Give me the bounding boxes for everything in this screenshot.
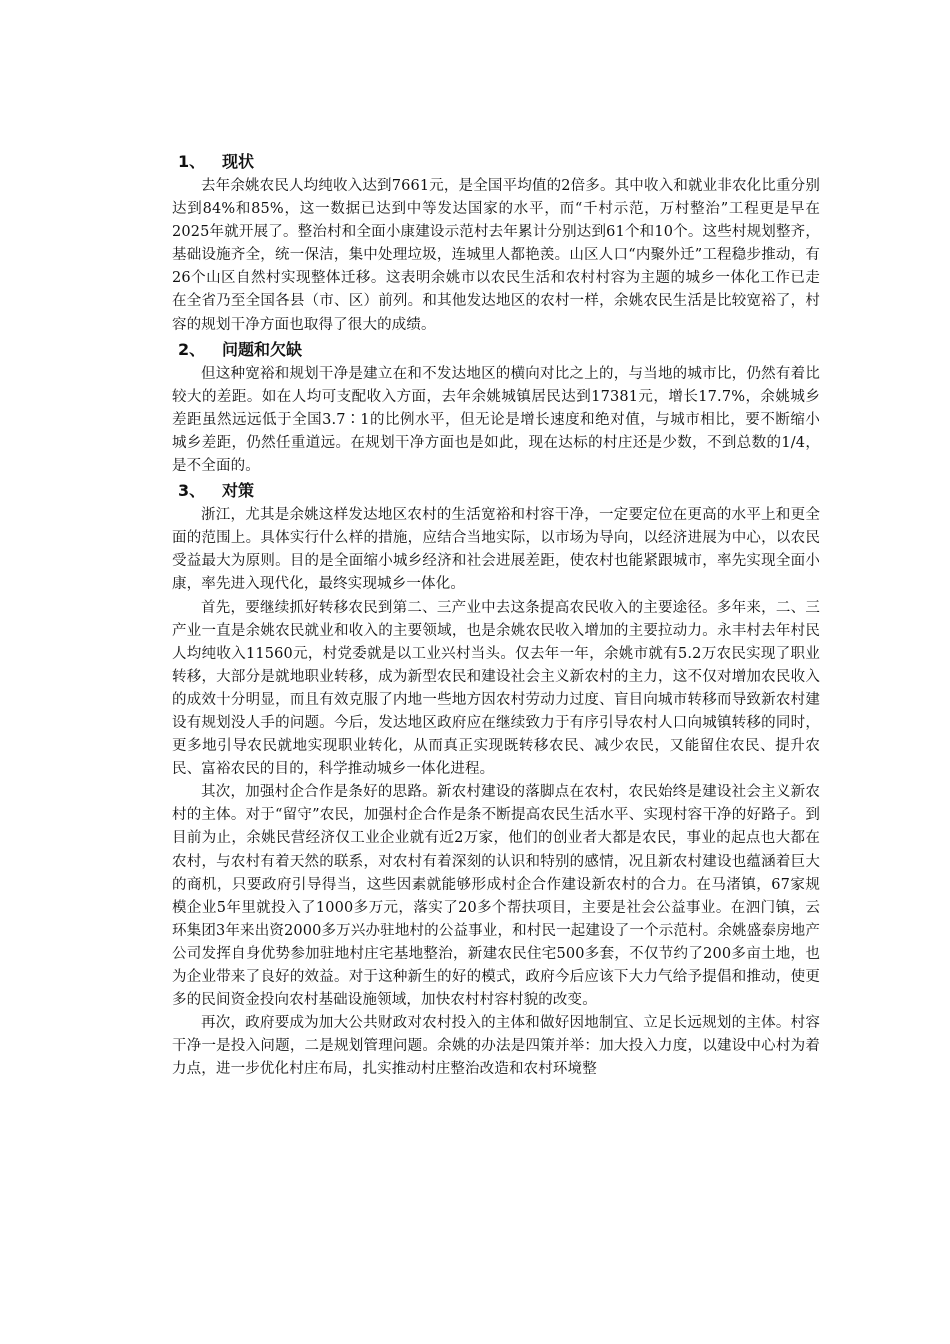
document-body <box>172 149 820 1081</box>
section-3-paragraph-3: 其次，加强村企合作是条好的思路。新农村建设的落脚点在农村，农民始终是建设社会主义新农村的主体。对于“留守”农民，加强村企合作是条不断提高农民生活水平、实现村容干净的好路子。到目前为止，余姚民营经济仅工业企业就有近2万家，他们的创业者大都是农民，事业的起点也大都在农村，与农村有着天然的联系，对农村有着深刻的认识和特别的感情，况且新农村建设也蕴涵着巨大的商机，只要政府引导得当，这些因素就能够形成村企合作建设新农村的合力。在马渚镇，67家规模企业5年里就投入了1000多万元，落实了20多个帮扶项目，主要是社会公益事业。在泗门镇，云环集团3年来出资2000多万兴办驻地村的公益事业，和村民一起建设了一个示范村。余姚盛泰房地产公司发挥自身优势参加驻地村庄宅基地整治，新建农民住宅500多套，不仅节约了200多亩土地，也为企业带来了良好的效益。对于这种新生的好的模式，政府今后应该下大力气给予提倡和推动，使更多的民间资金投向农村基础设施领域，加快农村村容村貌的改变。 <box>172 784 820 1009</box>
section-title-3: 对策 <box>222 481 255 501</box>
section-heading-2 <box>172 337 820 363</box>
section-heading-1 <box>172 149 820 175</box>
section-3-paragraph-1: 浙江，尤其是余姚这样发达地区农村的生活宽裕和村容干净，一定要定位在更高的水平上和更全面的范围上。具体实行什么样的措施，应结合当地实际，以市场为导向，以经济进展为中心，以农民受益最大为原则。目的是全面缩小城乡经济和社会进展差距，使农村也能紧跟城市，率先实现全面小康，率先进入现代化，最终实现城乡一体化。 <box>172 507 820 593</box>
section-title-1: 现状 <box>222 152 255 171</box>
section-number-3: 3、 <box>178 481 206 501</box>
section-3-paragraph-2: 首先，要继续抓好转移农民到第二、三产业中去这条提高农民收入的主要途径。多年来，二、三产业一直是余姚农民就业和收入的主要领域，也是余姚农民收入增加的主要拉动力。永丰村去年村民人均纯收入11560元，村党委就是以工业兴村当头。仅去年一年，余姚市就有5.2万农民实现了职业转移，大部分是就地职业转移，成为新型农民和建设社会主义新农村的主力，这不仅对增加农民收入的成效十分明显，而且有效克服了内地一些地方因农村劳动力过度、盲目向城市转移而导致新农村建设有规划没人手的问题。今后，发达地区政府应在继续致力于有序引导农村人口向城镇转移的同时，更多地引导农民就地实现职业转化，从而真正实现既转移农民、减少农民，又能留住农民、提升农民、富裕农民的目的，科学推动城乡一体化进程。 <box>172 599 820 778</box>
section-heading-3 <box>172 478 820 504</box>
section-2-paragraph-1: 但这种宽裕和规划干净是建立在和不发达地区的横向对比之上的，与当地的城市比，仍然有着比较大的差距。如在人均可支配收入方面，去年余姚城镇居民达到17381元，增长17.7%，余姚城乡差距虽然远远低于全国3.7∶1的比例水平，但无论是增长速度和绝对值，与城市相比，要不断缩小城乡差距，仍然任重道远。在规划干净方面也是如此，现在达标的村庄还是少数，不到总数的1/4，是不全面的。 <box>172 365 820 475</box>
section-3-paragraph-4: 再次，政府要成为加大公共财政对农村投入的主体和做好因地制宜、立足长远规划的主体。村容干净一是投入问题，二是规划管理问题。余姚的办法是四策并举：加大投入力度，以建设中心村为着力点，进一步优化村庄布局，扎实推动村庄整治改造和农村环境整 <box>172 1015 820 1078</box>
section-number-2: 2、 <box>178 339 206 359</box>
section-title-2: 问题和欠缺 <box>222 339 303 359</box>
section-1-paragraph-1: 去年余姚农民人均纯收入达到7661元，是全国平均值的2倍多。其中收入和就业非农化比重分别达到84%和85%，这一数据已达到中等发达国家的水平，而“千村示范，万村整治”工程更是早在2025年就开展了。整治村和全面小康建设示范村去年累计分别达到61个和10个。这些村规划整齐，基础设施齐全，统一保洁，集中处理垃圾，连城里人都艳羡。山区人口“内聚外迁”工程稳步推动，有26个山区自然村实现整体迁移。这表明余姚市以农民生活和农村村容为主题的城乡一体化工作已走在全省乃至全国各县（市、区）前列。和其他发达地区的农村一样，余姚农民生活是比较宽裕了，村容的规划干净方面也取得了很大的成绩。 <box>172 178 820 333</box>
section-number-1: 1、 <box>178 152 206 171</box>
